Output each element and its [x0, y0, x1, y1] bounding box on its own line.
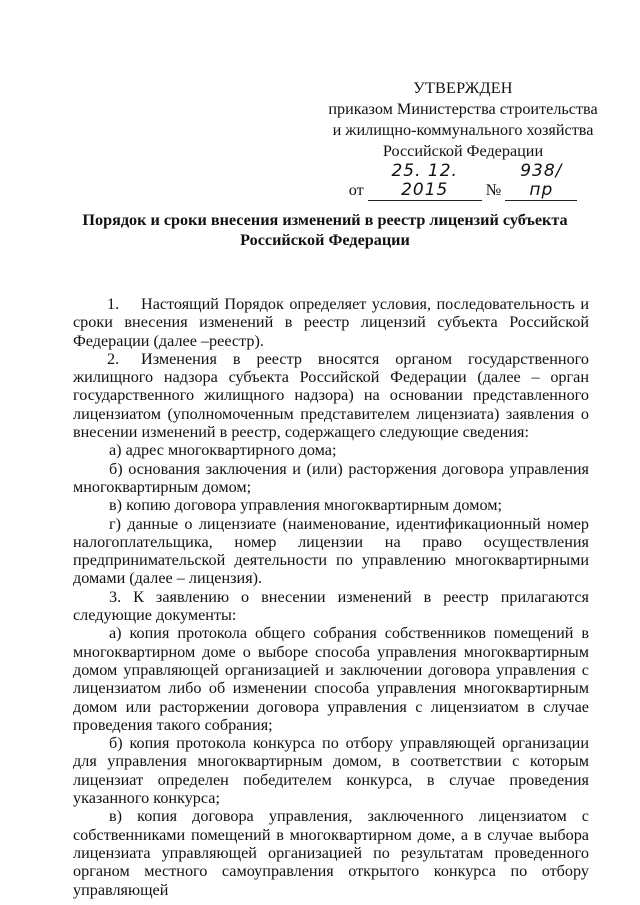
title-line-1: Порядок и сроки внесения изменений в реестр лицензий субъекта	[82, 211, 568, 229]
paragraph-2c: в) копию договора управления многоквартирным домом;	[109, 496, 502, 515]
document-body	[73, 295, 589, 899]
paragraph-number: 2.	[107, 349, 120, 368]
paragraph-number: 1.	[107, 295, 120, 313]
approval-line-1: приказом Министерства строительства	[328, 100, 598, 118]
date-prefix: от	[348, 181, 364, 199]
paragraph-2a: а) адрес многоквартирного дома;	[109, 441, 337, 460]
paragraph-3: 3. К заявлению о внесении изменений в реестр прилагаются следующие документы:	[73, 587, 589, 625]
number-sign: №	[485, 181, 502, 199]
approval-word: УТВЕРЖДЕН	[413, 79, 513, 97]
paragraph-text: Настоящий Порядок определяет условия, последовательность и сроки внесения изменений в реестр лицензий субъекта Российской Федерации (далее –реестр).	[73, 295, 589, 350]
handwritten-date: 25. 12. 2015	[368, 162, 482, 201]
paragraph-2b: б) основания заключения и (или) расторжения договора управления многоквартирным домом;	[73, 459, 589, 496]
paragraph-2	[73, 350, 589, 441]
approval-stamp-block	[328, 78, 598, 201]
handwritten-order-number: 938/пр	[505, 162, 577, 201]
approval-line-2: и жилищно-коммунального хозяйства	[332, 121, 594, 139]
paragraph-text: Изменения в реестр вносятся органом государственного жилищного надзора субъекта Российской Федерации (далее – орган государственного жилищного надзора) на основании представленного лицензиатом (уполномоченным представителем лицензиата) заявления о внесении изменений в реестр, содержащего следующие сведения:	[73, 349, 589, 442]
approval-date-line	[328, 162, 598, 201]
title-line-2: Российской Федерации	[240, 231, 410, 249]
paragraph-3c: в) копия договора управления, заключенного лицензиатом с собственниками помещений в многоквартирном доме, а в случае выбора лицензиата управляющей организацией по результатам проведенного органом местного самоуправления открытого конкурса по отбору управляющей	[73, 807, 589, 899]
paragraph-3b: б) копия протокола конкурса по отбору управляющей организации для управления многоквартирным домом, в соответствии с которым лицензиат определен победителем конкурса, в случае проведения указанного конкурса;	[73, 734, 589, 808]
approval-line-3: Российской Федерации	[382, 142, 544, 160]
paragraph-2d: г) данные о лицензиате (наименование, идентификационный номер налогоплательщика, номер лицензии на право осуществления предпринимательской деятельности по управлению многоквартирными домами (далее – лицензия).	[73, 514, 589, 588]
document-title	[70, 210, 580, 250]
paragraph-1	[73, 295, 589, 350]
paragraph-3a: а) копия протокола общего собрания собственников помещений в многоквартирном доме о выборе способа управления многоквартирным домом управляющей организацией и заключении договора управления с лицензиатом либо об изменении способа управления многоквартирным домом или расторжении договора управления с лицензиатом в случае проведения такого собрания;	[73, 624, 589, 734]
